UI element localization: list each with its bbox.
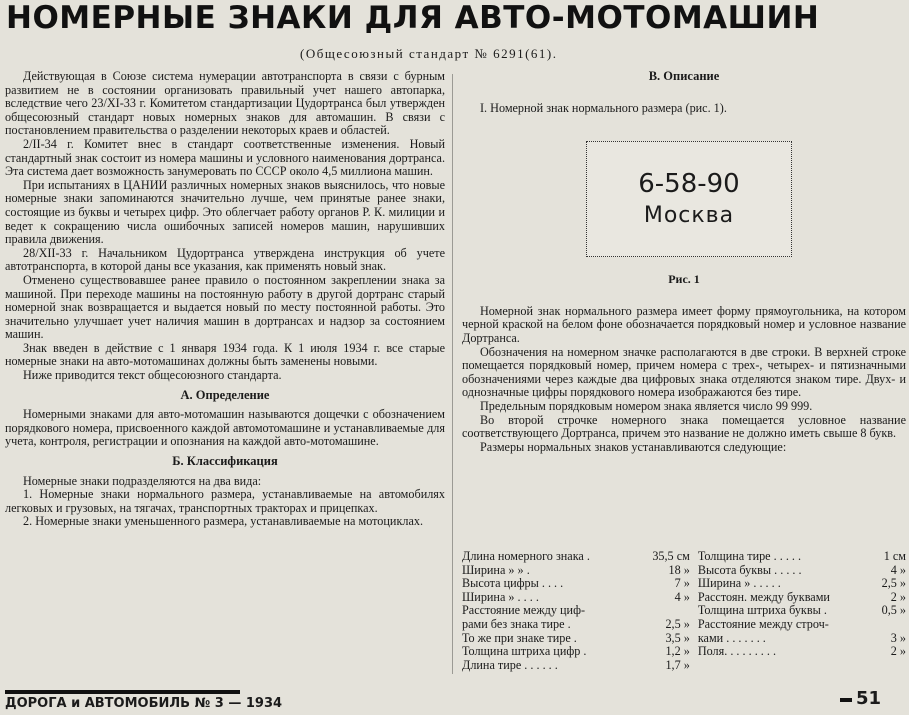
row-value: 4 » [890, 562, 906, 577]
article-title: НОМЕРНЫЕ ЗНАКИ ДЛЯ АВТО-МОТОМАШИН [6, 0, 820, 36]
row-label: Высота буквы . . . . . [697, 562, 802, 577]
table-row [698, 618, 906, 632]
left-column [5, 70, 445, 529]
row-label: Расстоян. между буквами [697, 589, 830, 604]
dimensions-table [462, 550, 906, 672]
paragraph: Обозначения на номерном значке располагаются в две строки. В верхней строке помещается порядковый номер, причем номера с трех-, четырех- и пятизначными обозначениями через каждые два цифровых знака отделяются знаком тире. Двух- и однозначные цифры порядкового номера изображаются без тире. [462, 344, 906, 400]
section-heading-definition: А. Определение [180, 387, 270, 402]
paragraph: 28/XII-33 г. Начальником Цудортранса утверждена инструкция об учете автотранспорта, в которой даны все указания, как применять новый знак. [5, 245, 445, 274]
row-label: Длина номерного знака . [462, 549, 590, 563]
paragraph: Отменено существовавшее ранее правило о постоянном закреплении знака за машиной. При переходе машины на постоянную работу в другой дортранс старый номерной знак возвращается и выдается новый по месту постоянной работы. Это значительно улучшает учет наличия машин в дортрансах и надзор за состоянием машин. [5, 272, 445, 342]
table-row [462, 645, 690, 659]
paragraph: Действующая в Союзе система нумерации автотранспорта в связи с бурным развитием не в состоянии организовать правильный учет нашего автопарка, вследствие чего 23/XI-33 г. Комитетом стандартизации Цудортранса был утвержден общесоюзный стандарт новых номерных знаков для автомашин. В связи с постановлением правительства о разделении некоторых краев и областей. [5, 69, 445, 138]
row-value: 2,5 » [665, 616, 690, 631]
table-row [462, 591, 690, 605]
paragraph: Номерными знаками для авто-мотомашин называются дощечки с обозначением порядкового номера, присвоенного каждой автомотомашине и устанавливаемые для учета, контроля, регистрации и опознания на каждой авто-мотомашине. [5, 407, 445, 449]
row-value: 2 » [890, 644, 906, 659]
row-label: Расстояние между строч- [697, 616, 829, 631]
table-row [462, 577, 690, 591]
footer-journal-name: ДОРОГА и АВТОМОБИЛЬ № 3 — 1934 [5, 696, 283, 711]
section-heading-description: В. Описание [648, 69, 720, 83]
row-value: 4 » [674, 589, 690, 604]
dimensions-column-right [698, 550, 906, 672]
footer-rule [5, 690, 240, 694]
row-label: Толщина штриха цифр . [462, 644, 587, 659]
paragraph: Во второй строчке номерного знака помещается условное название соответствующего Дортранса, причем это название не должно иметь свыше 8 букв. [462, 412, 906, 441]
row-value: 2 » [890, 589, 906, 604]
row-value: 7 » [674, 576, 690, 591]
table-row [698, 632, 906, 646]
page-number-dash [840, 698, 852, 702]
table-row [698, 577, 906, 591]
row-label: Толщина тире . . . . . [697, 549, 802, 563]
row-label: Ширина » » . [462, 562, 530, 577]
table-row [698, 564, 906, 578]
row-label: Ширина » . . . . . [697, 576, 781, 591]
plate-number: 6-58-90 [638, 169, 740, 200]
license-plate-figure [586, 141, 792, 257]
paragraph: Предельным порядковым номером знака является число 99 999. [480, 398, 813, 413]
table-row [698, 550, 906, 564]
article-subtitle: (Общесоюзный стандарт № 6291(61). [300, 46, 558, 61]
paragraph: Размеры нормальных знаков устанавливаются следующие: [480, 439, 787, 454]
paragraph: Ниже приводится текст общесоюзного стандарта. [23, 368, 282, 383]
paragraph: При испытаниях в ЦАНИИ различных номерных знаков выяснилось, что новые номерные знаки запоминаются значительно лучше, чем принятые ранее знаки, состоящие из буквы и четырех цифр. Это облегчает работу органов Р. К. милиции и ведет к сокращению числа ошибочных записей номеров машин, нарушивших правила движения. [5, 177, 445, 247]
row-value: 1,7 » [665, 657, 690, 672]
table-row [462, 618, 690, 632]
row-value: 3,5 » [665, 630, 690, 645]
row-label: Высота цифры . . . . [462, 576, 564, 591]
row-label: Длина тире . . . . . . [462, 657, 558, 672]
subsection-heading: I. Номерной знак нормального размера (рис. 1). [480, 100, 727, 115]
plate-city: Москва [643, 203, 735, 229]
section-heading-classification: Б. Классификация [172, 454, 278, 469]
table-row [698, 604, 906, 618]
table-row [462, 550, 690, 564]
row-label: Ширина » . . . . [462, 589, 539, 604]
figure-caption: Рис. 1 [668, 272, 700, 287]
row-label: То же при знаке тире . [462, 630, 577, 645]
table-row [462, 604, 690, 618]
row-value: 35,5 см [652, 549, 690, 563]
dimensions-column-left [462, 550, 690, 672]
row-value: 1,2 » [665, 644, 690, 659]
row-value: 0,5 » [881, 603, 906, 618]
page-number: 51 [856, 688, 882, 709]
row-value: 3 » [890, 630, 906, 645]
paragraph: Знак введен в действие с 1 января 1934 года. К 1 июля 1934 г. все старые номерные знаки на авто-мотомашинах должны быть заменены новыми. [5, 340, 445, 369]
row-value: 18 » [668, 562, 690, 577]
row-label: рами без знака тире . [462, 616, 571, 631]
list-item: 1. Номерные знаки нормального размера, устанавливаемые на автомобилях легковых и грузовых, на тягачах, транспортных тракторах и прицепках. [5, 487, 445, 515]
row-label: Толщина штриха буквы . [697, 603, 827, 618]
column-divider [452, 74, 453, 674]
row-label: Расстояние между циф- [462, 603, 586, 618]
table-row [698, 645, 906, 659]
paragraph: 2/II-34 г. Комитет внес в стандарт соответственные изменения. Новый стандартный знак состоит из номера машины и условного наименования дортранса. Эта система дает возможность занумеровать по СССР около 4,5 миллиона машин. [5, 136, 445, 179]
table-row [462, 564, 690, 578]
right-column [462, 70, 906, 454]
paragraph: Номерные знаки подразделяются на два вида: [23, 473, 262, 488]
list-item: 2. Номерные знаки уменьшенного размера, устанавливаемые на мотоциклах. [23, 514, 424, 529]
row-label: Поля. . . . . . . . . [697, 644, 777, 659]
table-row [462, 659, 690, 673]
row-value: 2,5 » [881, 576, 906, 591]
table-row [698, 591, 906, 605]
row-label: ками . . . . . . . [697, 630, 766, 645]
table-row [462, 632, 690, 646]
paragraph: Номерной знак нормального размера имеет форму прямоугольника, на котором черной краской на белом фоне обозначается порядковый номер и условное название Дортранса. [462, 303, 906, 345]
row-value: 1 см [883, 549, 906, 563]
